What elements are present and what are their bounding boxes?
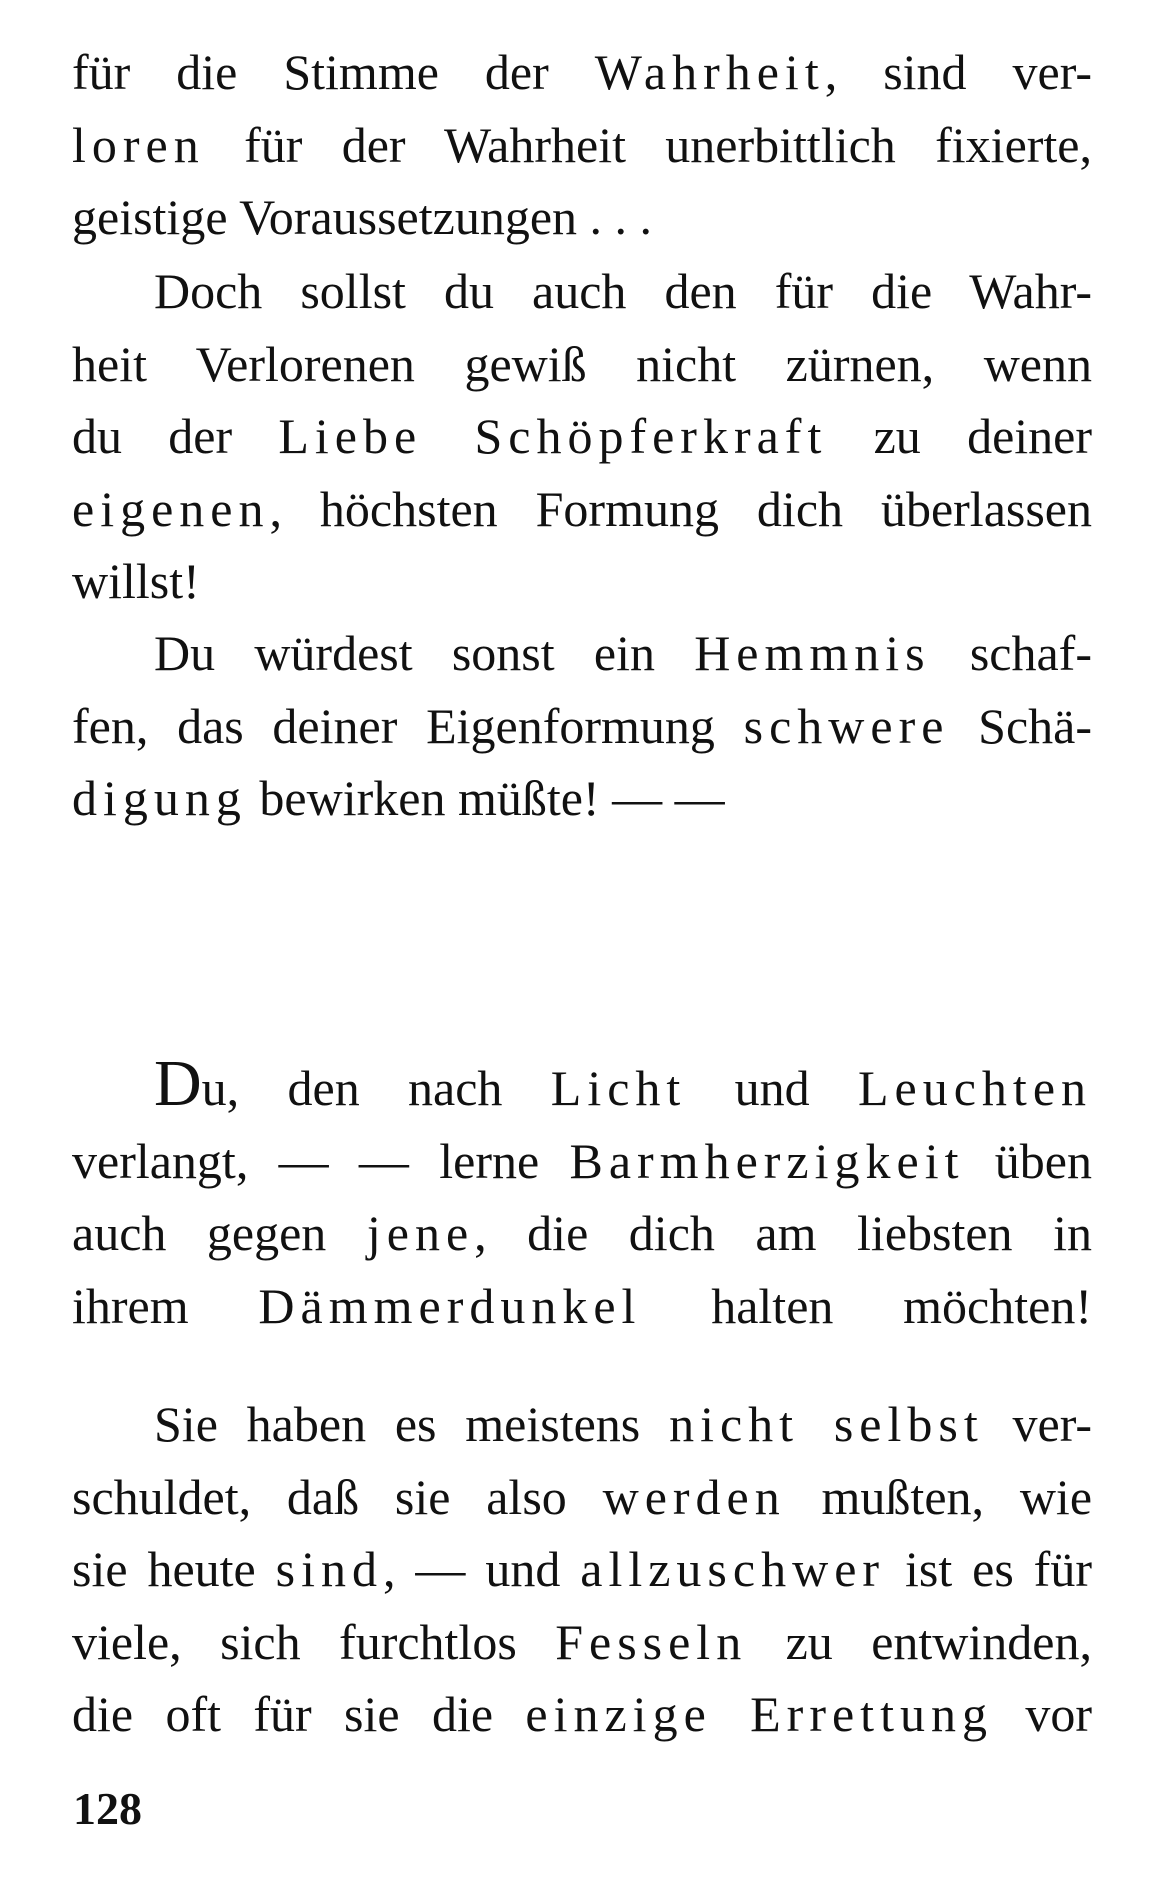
spaced-emphasis: loren — [72, 116, 205, 173]
text-line — [72, 181, 1092, 254]
text-line — [72, 1606, 1092, 1679]
paragraph-1 — [72, 36, 1092, 254]
text-line — [72, 36, 1092, 109]
text-run: verlangt, — — lerne — [72, 1132, 570, 1189]
text-run: zu deiner — [827, 408, 1092, 464]
text-run: u, den nach — [201, 1060, 551, 1116]
paragraph-5 — [72, 1388, 1092, 1751]
spaced-emphasis: schwere — [743, 697, 950, 754]
text-run: Sie haben es meistens — [154, 1396, 670, 1452]
text-run: Voraussetzungen — [239, 189, 578, 245]
spaced-emphasis: sind — [275, 1541, 384, 1597]
text-line — [72, 1678, 1092, 1751]
text-run: Verlorenen — [195, 335, 415, 392]
text-run: schuldet, daß sie also — [72, 1468, 603, 1525]
text-line — [72, 473, 1092, 546]
spaced-emphasis: einzige Errettung — [525, 1686, 993, 1742]
spaced-emphasis: Licht — [550, 1060, 687, 1116]
text-run: schaf- — [930, 625, 1092, 681]
text-line — [72, 255, 1092, 328]
text-run: willst! — [72, 553, 200, 609]
text-run: ist es für — [885, 1541, 1092, 1597]
text-line — [72, 400, 1092, 473]
text-run: ihrem — [72, 1277, 259, 1334]
page-number: 128 — [73, 1783, 142, 1834]
text-run: auch gegen — [72, 1205, 367, 1261]
text-line — [72, 109, 1092, 182]
drop-cap: D — [154, 1047, 202, 1120]
text-run: üben — [964, 1132, 1092, 1189]
text-run: zu entwinden, — [747, 1613, 1093, 1670]
paragraph-2 — [72, 255, 1092, 618]
spaced-emphasis: Leuchten — [858, 1060, 1093, 1116]
spaced-emphasis: eigenen — [72, 480, 270, 537]
spaced-emphasis: Wahrheit — [594, 44, 825, 100]
spaced-emphasis: Barmherzigkeit — [569, 1132, 965, 1189]
text-line — [72, 1270, 1092, 1343]
text-run: mußten, wie — [785, 1468, 1093, 1525]
text-run: Du würdest sonst ein — [154, 625, 695, 681]
spaced-emphasis: Dämmerdunkel — [258, 1277, 642, 1334]
text-run: , sind ver- — [824, 44, 1093, 100]
text-run: Doch sollst du auch den für die Wahr- — [154, 263, 1092, 319]
text-run: , — und — [383, 1541, 581, 1597]
text-line — [72, 1533, 1092, 1606]
text-run: die oft für sie die — [72, 1686, 526, 1742]
spaced-emphasis: digung — [72, 770, 247, 826]
text-run: , höchsten Formung dich überlassen — [269, 480, 1092, 537]
text-line — [72, 1047, 1093, 1125]
text-run: bewirken müßte! — — — [246, 770, 725, 826]
spaced-emphasis: Fesseln — [555, 1613, 748, 1670]
text-run: geistige — [72, 189, 240, 245]
text-run: sie heute — [72, 1541, 276, 1597]
text-line — [72, 328, 1092, 401]
text-run: gewiß nicht zürnen, wenn — [414, 335, 1092, 392]
text-line — [72, 545, 1092, 618]
text-run: viele, sich furchtlos — [72, 1613, 556, 1670]
text-run: , die dich am liebsten in — [474, 1205, 1092, 1261]
text-run: fen, das deiner Eigenformung — [72, 697, 744, 754]
text-line — [72, 1461, 1092, 1534]
text-line — [72, 617, 1092, 690]
text-run: ver- — [983, 1396, 1092, 1452]
text-run: heit — [72, 335, 196, 392]
text-line — [72, 690, 1092, 763]
text-run: halten möchten! — [641, 1277, 1092, 1334]
text-run: du der — [72, 408, 279, 464]
text-line — [72, 762, 1092, 835]
spaced-emphasis: jene — [366, 1205, 475, 1261]
text-run: Schä- — [949, 697, 1093, 754]
text-run: . . . — [577, 189, 653, 245]
spaced-emphasis: allzuschwer — [580, 1541, 886, 1597]
text-run: für die Stimme der — [72, 44, 595, 100]
text-run: vor — [992, 1686, 1092, 1742]
spaced-emphasis: nicht selbst — [669, 1396, 984, 1452]
text-line — [72, 1125, 1092, 1198]
spaced-emphasis: Hemmnis — [694, 625, 931, 681]
paragraph-4 — [72, 1047, 1093, 1342]
text-line — [72, 1388, 1092, 1461]
paragraph-3 — [72, 617, 1092, 835]
text-line — [72, 1197, 1092, 1270]
spaced-emphasis: Liebe Schöpferkraft — [278, 408, 828, 464]
spaced-emphasis: werden — [602, 1468, 786, 1525]
text-run: und — [686, 1060, 858, 1116]
text-run: für der Wahrheit unerbittlich fixierte, — [204, 116, 1092, 173]
